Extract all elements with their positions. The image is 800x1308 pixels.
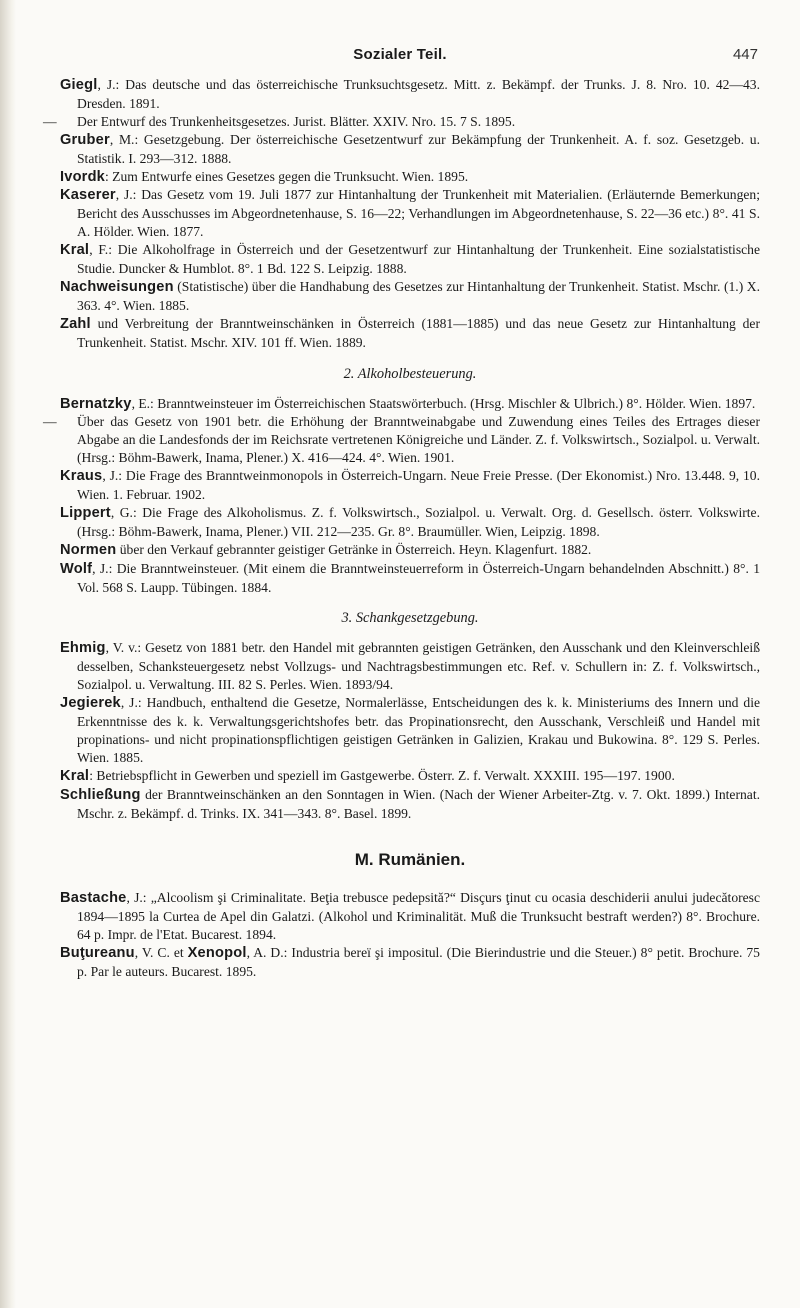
entry-text: , J.: Das deutsche und das österreichische Trunksuchtsgesetz. Mitt. z. Bekämpf. der Trunks. J. 8. Nro. 10. 42—43. Dresden. 1891. — [77, 77, 760, 111]
entry-author: Schließung — [60, 786, 141, 803]
entry-author: Lippert — [60, 504, 111, 521]
bibliography-entry — [60, 560, 760, 597]
bibliography-entry — [60, 315, 760, 352]
entry-text: , J.: Handbuch, enthaltend die Gesetze, Normalerlässe, Entscheidungen des k. k. Ministeriums des Innern und die Erkenntnisse des k. k. Verwaltungsgerichtshofes betr. das Propinationsrecht, den Ausschank, Verschleiß und Handel mit propinations- und nicht propinationspflichtigen geistigen Getränken in Galizien, Krakau und Bukowina. 8°. 129 S. Perles. Wien. 1885. — [77, 695, 760, 765]
entry-text: Der Entwurf des Trunkenheitsgesetzes. Jurist. Blätter. XXIV. Nro. 15. 7 S. 1895. — [77, 113, 516, 129]
entry-text: der Branntweinschänken an den Sonntagen in Wien. (Nach der Wiener Arbeiter-Ztg. v. 7. Okt. 1899.) Internat. Mschr. z. Bekämpf. d. Trinks. IX. 341—343. 8°. Basel. 1899. — [77, 786, 760, 821]
entry-author: Zahl — [60, 315, 91, 332]
entry-text: , V. v.: Gesetz von 1881 betr. den Handel mit gebrannten geistigen Getränken, den Ausschank und den Kleinverschleiß desselben, Schanksteuergesetz nebst Vollzugs- und Nachtragsbestimmungen etc. Ref. v. Schullern in: Z. f. Volkswirtsch., Sozialpol. u. Verwaltung. III. 82 S. Perles. Wien. 1893/94. — [77, 640, 760, 693]
book-spine-shadow — [0, 0, 16, 1308]
entry-text: , M.: Gesetzgebung. Der österreichische Gesetzentwurf zur Bekämpfung der Trunkenheit. A. f. soz. Gesetzgeb. u. Statistik. I. 293—312. 1888. — [77, 131, 760, 166]
entry-author: Gruber — [60, 131, 110, 148]
entry-coauthor: Xenopol — [187, 945, 247, 962]
bibliography-entry — [60, 944, 760, 981]
entry-author: Buţureanu — [60, 945, 135, 962]
entry-text: , J.: Die Branntweinsteuer. (Mit einem die Branntweinsteuerreform in Österreich-Ungarn behandelnden Abschnitt.) 8°. 1 Vol. 568 S. Laupp. Tübingen. 1884. — [77, 560, 760, 595]
bibliography-entry — [60, 786, 760, 823]
entry-text: Über das Gesetz von 1901 betr. die Erhöhung der Branntweinabgabe und Zuwendung eines Teiles des Ertrages dieser Abgabe an die Landesfonds der im Reichsrate vertretenen Königreiche und Länder. Z. f. Volkswirtsch., Sozialpol. u. Verwalt. (Hrsg.: Böhm-Bawerk, Inama, Plener.) X. 416—424. 4°. Wien. 1901. — [77, 414, 760, 466]
bibliography-entry — [43, 113, 760, 131]
bibliography-entry — [60, 168, 760, 187]
entries-schankgesetzgebung — [60, 639, 760, 822]
entry-author: Ivordk — [60, 168, 105, 185]
entry-text: : Betriebspflicht in Gewerben und speziell im Gastgewerbe. Österr. Z. f. Verwalt. XXXIII. 195—197. 1900. — [89, 767, 675, 783]
entry-text: , F.: Die Alkoholfrage in Österreich und der Gesetzentwurf zur Hintanhaltung der Trunkenheit. Eine sozialstatistische Studie. Duncker & Humblot. 8°. 1 Bd. 122 S. Leipzig. 1888. — [77, 242, 760, 277]
bibliography-entry — [60, 278, 760, 315]
entry-text: und Verbreitung der Branntweinschänken in Österreich (1881—1885) und das neue Gesetz zur Hintanhaltung der Trunkenheit. Statist. Mschr. XIV. 101 ff. Wien. 1889. — [77, 315, 760, 350]
entry-author: Wolf — [60, 560, 93, 577]
bibliography-entry — [60, 131, 760, 168]
entry-author: Kraus — [60, 468, 103, 485]
entry-author: Kaserer — [60, 187, 116, 204]
bibliography-entry — [60, 767, 760, 786]
bibliography-entry — [60, 467, 760, 504]
entry-author: Bastache — [60, 890, 127, 907]
entry-text: : Zum Entwurfe eines Gesetzes gegen die Trunksucht. Wien. 1895. — [105, 168, 469, 184]
entry-author: Jegierek — [60, 695, 121, 712]
entry-author: Nachweisungen — [60, 278, 174, 295]
section-heading-alkoholbesteuerung: 2. Alkoholbesteuerung. — [343, 365, 477, 382]
bibliography-entry — [60, 889, 760, 944]
section-heading-schankgesetzgebung: 3. Schankgesetzgebung. — [341, 610, 479, 627]
entries-alkoholbesteuerung — [43, 395, 760, 597]
bibliography-entry — [60, 639, 760, 694]
bibliography-entry — [60, 541, 760, 560]
bibliography-entry — [60, 186, 760, 241]
entry-text: , E.: Branntweinsteuer im Österreichischen Staatswörterbuch. (Hrsg. Mischler & Ulbrich.) 8°. Hölder. Wien. 1897. — [131, 395, 756, 411]
entries-rumaenien — [60, 889, 760, 981]
entry-text: , J.: „Alcoolism şi Criminalitate. Beţia trebusce pedepsită?“ Disçurs ţinut cu ocasia deschiderii anului judecătoresc 1894—1895 la Curtea de Apel din Galatzi. (Alkohol und Kriminalität. Muß die Trunksucht bestraft werden?) 8°. Brochure. 64 p. Impr. de l'Etat. Bucarest. 1894. — [77, 890, 760, 943]
entry-text: , G.: Die Frage des Alkoholismus. Z. f. Volkswirtsch., Sozialpol. u. Verwalt. Org. d. Gesellsch. österr. Volkswirte. (Hrsg.: Böhm-Bawerk, Inama, Plener.) VII. 212—235. Gr. 8°. Braumüller. Wien, Leipzig. 1898. — [77, 504, 760, 539]
bibliography-body — [43, 76, 760, 981]
entry-author: Kral — [60, 242, 90, 259]
entry-author: Ehmig — [60, 640, 106, 657]
entry-text: , V. C. et — [134, 945, 188, 961]
bibliography-entry — [60, 395, 760, 414]
bibliography-entry — [60, 504, 760, 541]
entry-author: Giegl — [60, 77, 98, 93]
entries-trunkenheitsgesetz — [43, 76, 760, 352]
bibliography-entry — [60, 694, 760, 767]
entry-text: , J.: Die Frage des Branntweinmonopols in Österreich-Ungarn. Neue Freie Presse. (Der Ekonomist.) Nro. 13.448. 9, 10. Wien. 1. Februar. 1902. — [77, 468, 760, 503]
repeat-author-dash: — — [43, 113, 57, 129]
bibliography-entry — [43, 413, 760, 467]
entry-text: über den Verkauf gebrannter geistiger Getränke in Österreich. Heyn. Klagenfurt. 1882. — [116, 541, 592, 557]
bibliography-entry — [60, 241, 760, 278]
entry-text: , J.: Das Gesetz vom 19. Juli 1877 zur Hintanhaltung der Trunkenheit mit Materialien. (Erläuternde Bemerkungen; Bericht des Ausschusses im Abgeordnetenhause, S. 16—22; Verhandlungen im Abgeordnetenhause, S. 22—36 etc.) 8°. 41 S. A. Hölder. Wien. 1877. — [77, 187, 760, 240]
entry-author: Normen — [60, 541, 117, 558]
entry-author: Kral — [60, 767, 90, 784]
bibliography-entry — [60, 76, 760, 113]
page-number: 447 — [732, 46, 758, 63]
country-heading-rumaenien: M. Rumänien. — [354, 850, 466, 870]
entry-author: Bernatzky — [60, 395, 132, 412]
repeat-author-dash: — — [43, 414, 57, 430]
entry-text: , A. D.: Industria bereï şi impositul. (Die Bierindustrie und die Steuer.) 8° petit. Brochure. 75 p. Par le auteurs. Bucarest. 1895. — [77, 945, 760, 979]
running-header — [0, 46, 800, 66]
entry-text: (Statistische) über die Handhabung des Gesetzes zur Hintanhaltung der Trunkenheit. Statist. Mschr. (1.) X. 363. 4°. Wien. 1885. — [77, 278, 760, 313]
header-title: Sozialer Teil. — [353, 46, 447, 63]
